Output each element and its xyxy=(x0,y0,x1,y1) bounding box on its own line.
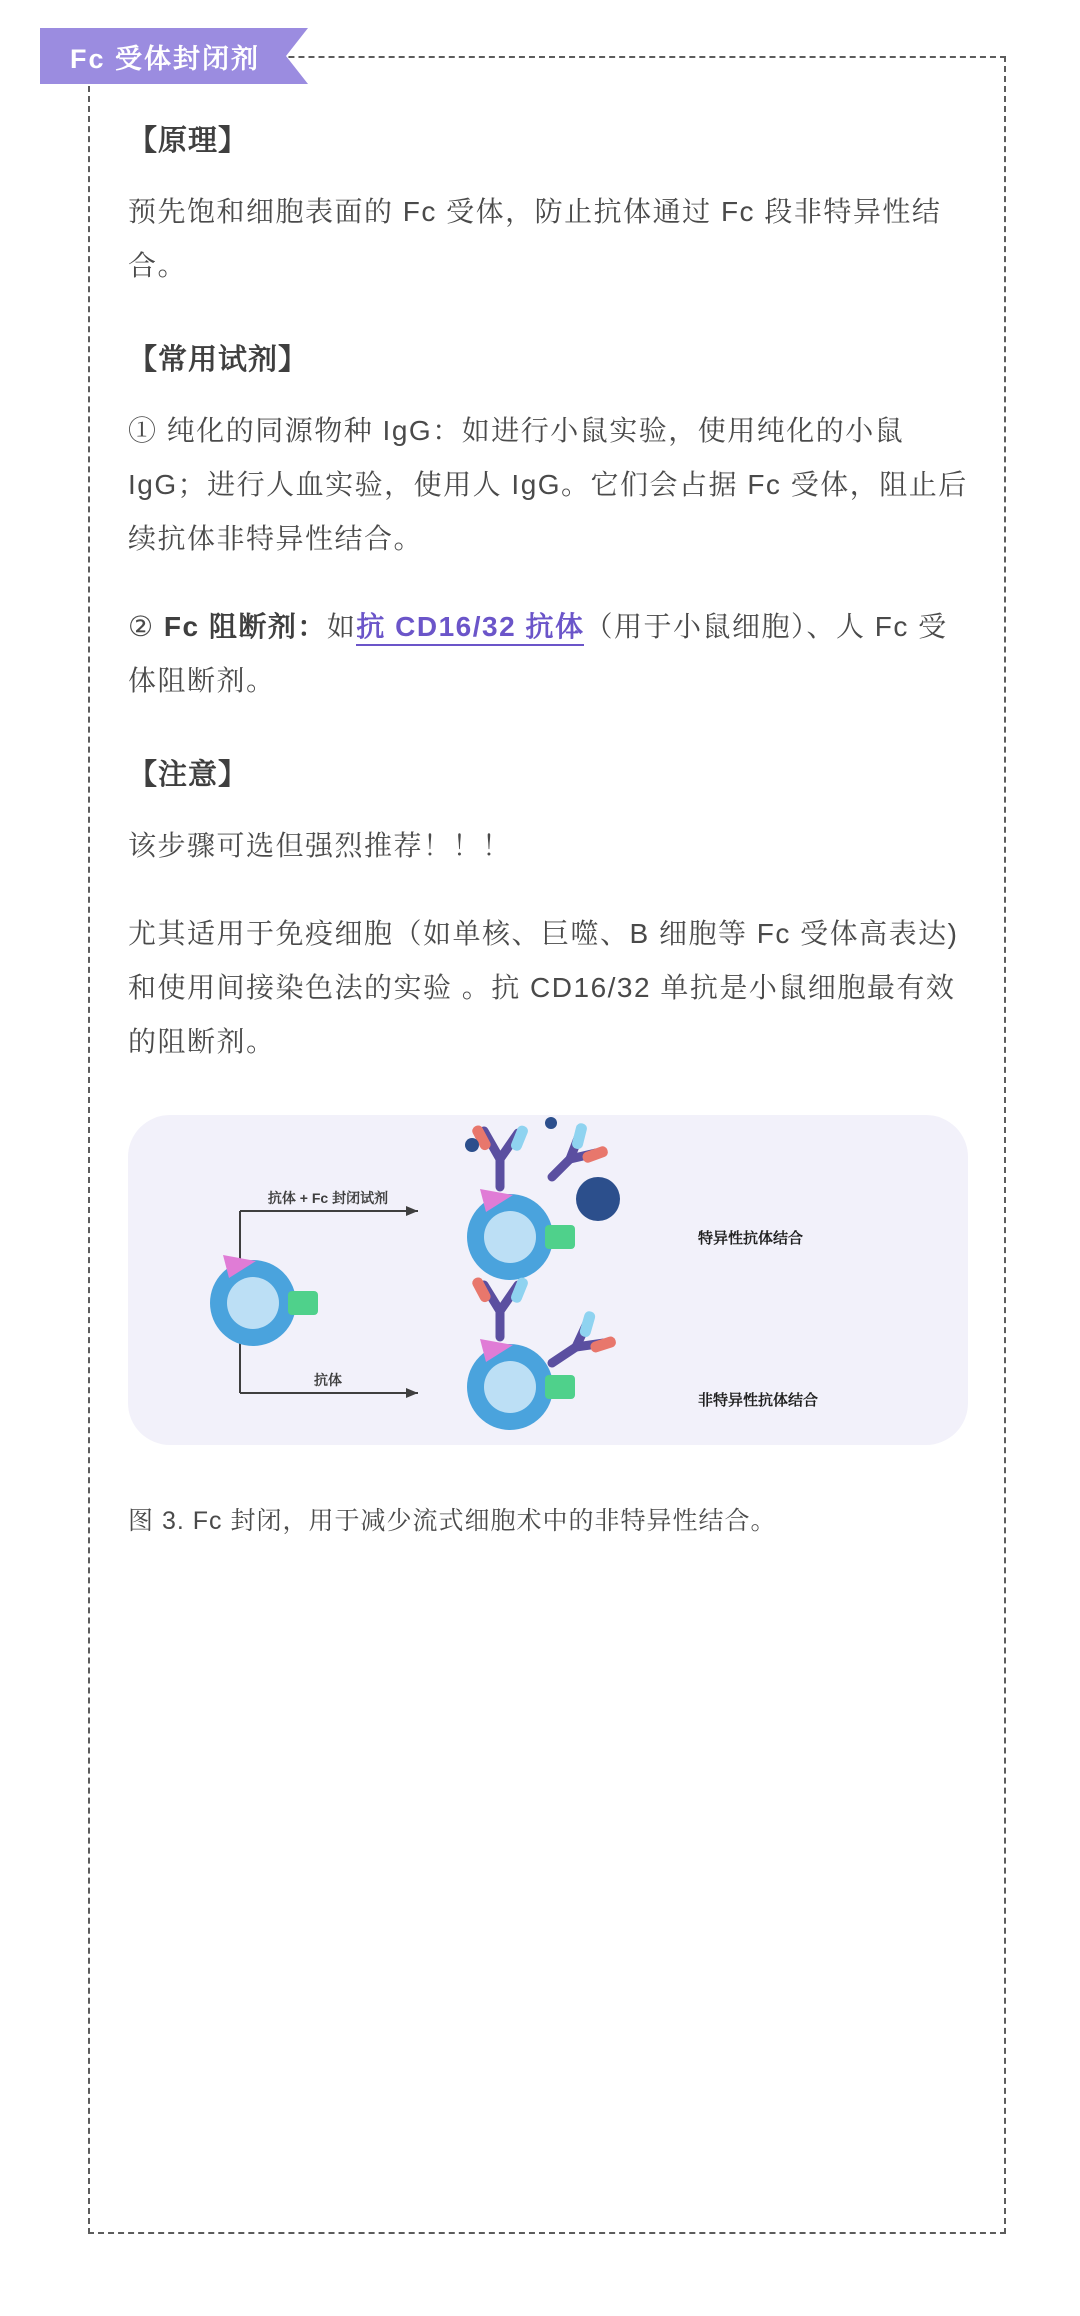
section-heading-reagents: 【常用试剂】 xyxy=(128,344,309,376)
fc-blocking-diagram xyxy=(128,1115,968,1445)
reagent-2-suffix: （用于小鼠细胞）、人 Fc 受体阻断剂。 xyxy=(128,611,948,696)
label-bottom-arrow: 抗体 xyxy=(314,1372,342,1388)
left-cell xyxy=(210,1255,318,1346)
section-heading-principle: 【原理】 xyxy=(128,125,249,157)
reagent-2-label: Fc 阻断剂： xyxy=(163,611,327,642)
figure-caption: 图 3. Fc 封闭，用于减少流式细胞术中的非特异性结合。 xyxy=(128,1507,777,1535)
label-top-result: 特异性抗体结合 xyxy=(698,1230,804,1247)
paragraph-note-2: 尤其适用于免疫细胞（如单核、巨噬、B 细胞等 Fc 受体高表达)和使用间接染色法的实验 。抗 CD16/32 单抗是小鼠细胞最有效的阻断剂。 xyxy=(128,918,959,1057)
receptor-green-icon xyxy=(288,1291,318,1315)
arrow-head-bottom-icon xyxy=(406,1388,418,1398)
page-title: Fc 受体封闭剂 xyxy=(70,43,261,74)
link-anti-cd16-32-antibody[interactable]: 抗 CD16/32 抗体 xyxy=(356,611,584,646)
paragraph-reagent-2 xyxy=(128,600,968,708)
figure-image xyxy=(128,1115,968,1445)
reagent-2-mid: 如 xyxy=(326,611,357,642)
ribbon-tail-icon xyxy=(286,28,308,84)
label-bottom-result: 非特异性抗体结合 xyxy=(698,1392,819,1409)
top-right-cell xyxy=(465,1117,620,1280)
paragraph-reagent-1: ① 纯化的同源物种 IgG：如进行小鼠实验，使用纯化的小鼠 IgG；进行人血实验，使用人 IgG。它们会占据 Fc 受体，阻止后续抗体非特异性结合。 xyxy=(128,415,968,554)
paragraph-principle: 预先饱和细胞表面的 Fc 受体，防止抗体通过 Fc 段非特异性结合。 xyxy=(128,196,942,281)
arrow-head-top-icon xyxy=(406,1206,418,1216)
reagent-2-prefix: ② xyxy=(128,611,164,642)
ribbon-body xyxy=(40,28,286,84)
section-heading-notes: 【注意】 xyxy=(128,759,249,791)
article-content xyxy=(128,118,968,1535)
paragraph-note-1: 该步骤可选但强烈推荐！！！ xyxy=(128,830,512,861)
bottom-right-cell xyxy=(467,1276,617,1430)
label-top-arrow: 抗体 + Fc 封闭试剂 xyxy=(267,1190,389,1206)
blocker-icon xyxy=(576,1177,620,1221)
header-ribbon xyxy=(40,28,308,84)
